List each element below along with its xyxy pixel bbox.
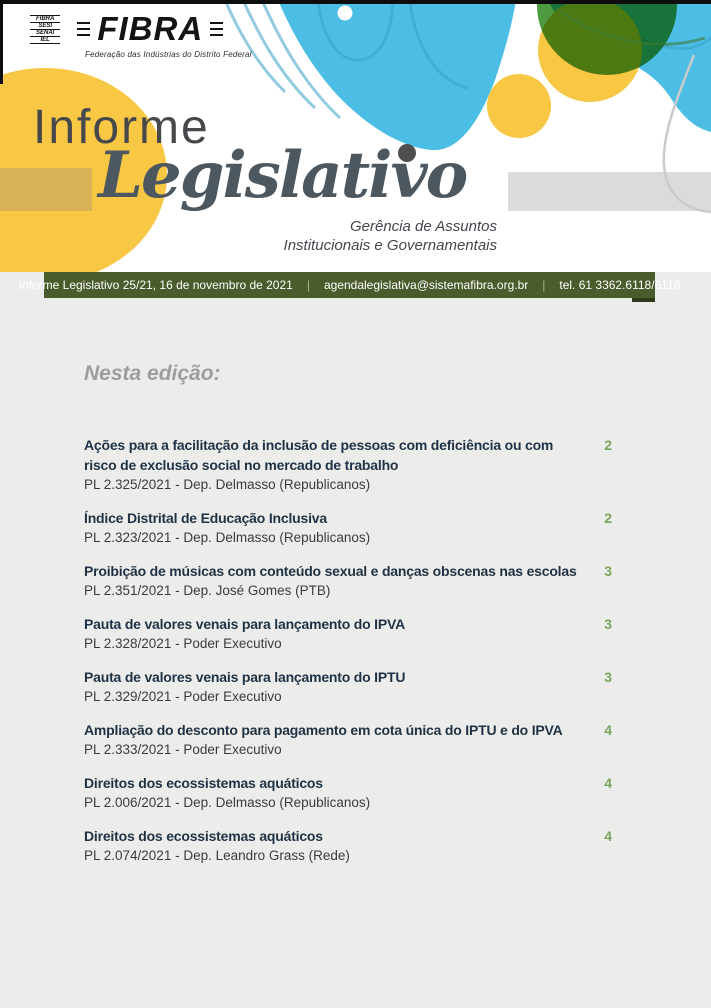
fibra-wordmark: FIBRA [97, 10, 204, 47]
masthead-subtitle [284, 217, 497, 255]
toc-item [84, 508, 612, 548]
masthead-subtitle-line1: Gerência de Assuntos [349, 218, 497, 235]
toc-item-detail: PL 2.328/2021 - Poder Executivo [84, 636, 282, 651]
separator: | [542, 278, 546, 292]
toc-item-text [84, 773, 598, 813]
toc-item-page-number: 2 [604, 437, 612, 453]
info-bar [18, 272, 681, 298]
toc-item-detail: PL 2.323/2021 - Dep. Delmasso (Republicanos) [84, 530, 371, 545]
toc-item-detail: PL 2.074/2021 - Dep. Leandro Grass (Rede) [84, 848, 350, 863]
toc-item-text [84, 667, 598, 707]
fibra-tagline: Federação das Indústrias do Distrito Federal [85, 50, 252, 59]
toc-item-text [84, 561, 598, 601]
logo-stack-fibra: FIBRA [30, 15, 60, 22]
toc-item-title: Pauta de valores venais para lançamento do IPVA [84, 616, 406, 632]
page-body [0, 298, 711, 879]
edition-date-text: Informe Legislativo 25/21, 16 de novembro de 2021 [18, 278, 293, 292]
toc-item-text [84, 435, 598, 495]
toc-item-detail: PL 2.329/2021 - Poder Executivo [84, 689, 282, 704]
toc-item [84, 773, 612, 813]
logo-speed-lines-left [77, 22, 90, 36]
logo-stack-senai: SENAI [30, 29, 60, 36]
toc-item-detail: PL 2.006/2021 - Dep. Delmasso (Republicanos) [84, 795, 371, 810]
blue-blob [278, 0, 516, 150]
toc-item-title: Pauta de valores venais para lançamento do IPTU [84, 669, 406, 685]
toc-item-page-number: 4 [604, 722, 612, 738]
toc-item-text [84, 614, 598, 654]
newsletter-header [0, 0, 711, 272]
tan-rectangle [0, 168, 92, 211]
toc-item-page-number: 4 [604, 828, 612, 844]
gray-rectangle [508, 172, 711, 211]
toc-list [84, 435, 612, 866]
toc-item [84, 561, 612, 601]
toc-item [84, 614, 612, 654]
toc-item-title: Direitos dos ecossistemas aquáticos [84, 828, 323, 844]
toc-item-title: Direitos dos ecossistemas aquáticos [84, 775, 323, 791]
phone-text: tel. 61 3362.6118/6116 [559, 278, 681, 292]
toc-item-title: Proibição de músicas com conteúdo sexual e danças obscenas nas escolas [84, 563, 577, 579]
left-border [0, 0, 3, 84]
toc-item-detail: PL 2.333/2021 - Poder Executivo [84, 742, 282, 757]
fibra-logo-stack [30, 15, 60, 44]
toc-item-page-number: 3 [604, 563, 612, 579]
logo-stack-sesi: SESI [30, 22, 60, 29]
logo-speed-lines-right [210, 22, 223, 36]
masthead-title-informe: Informe [33, 101, 210, 154]
fibra-logo [30, 10, 230, 47]
toc-item-text [84, 720, 598, 760]
toc-item-title: Índice Distrital de Educação Inclusiva [84, 510, 327, 526]
logo-stack-iel: IEL [30, 36, 60, 44]
toc-item-page-number: 2 [604, 510, 612, 526]
email-link[interactable]: agendalegislativa@sistemafibra.org.br [323, 278, 529, 292]
separator: | [306, 278, 310, 292]
top-border [0, 0, 711, 4]
yellow-circle-small [487, 74, 551, 138]
section-heading: Nesta edição: [84, 362, 221, 385]
masthead-title-legislativo: Legislativo [98, 138, 467, 213]
white-dot [338, 6, 353, 21]
toc-item [84, 720, 612, 760]
toc-item [84, 667, 612, 707]
toc-item-text [84, 508, 598, 548]
toc-item-detail: PL 2.325/2021 - Dep. Delmasso (Republicanos) [84, 477, 371, 492]
toc-item-title: Ações para a facilitação da inclusão de pessoas com deficiência ou com risco de exclusão social no mercado de trabalho [84, 437, 554, 473]
masthead-subtitle-line2: Institucionais e Governamentais [283, 237, 497, 254]
toc-item-page-number: 4 [604, 775, 612, 791]
toc-item-page-number: 3 [604, 669, 612, 685]
toc-item-title: Ampliação do desconto para pagamento em cota única do IPTU e do IPVA [84, 722, 563, 738]
toc-item [84, 435, 612, 495]
toc-item-page-number: 3 [604, 616, 612, 632]
toc-item-detail: PL 2.351/2021 - Dep. José Gomes (PTB) [84, 583, 331, 598]
toc-item-text [84, 826, 598, 866]
toc-item [84, 826, 612, 866]
